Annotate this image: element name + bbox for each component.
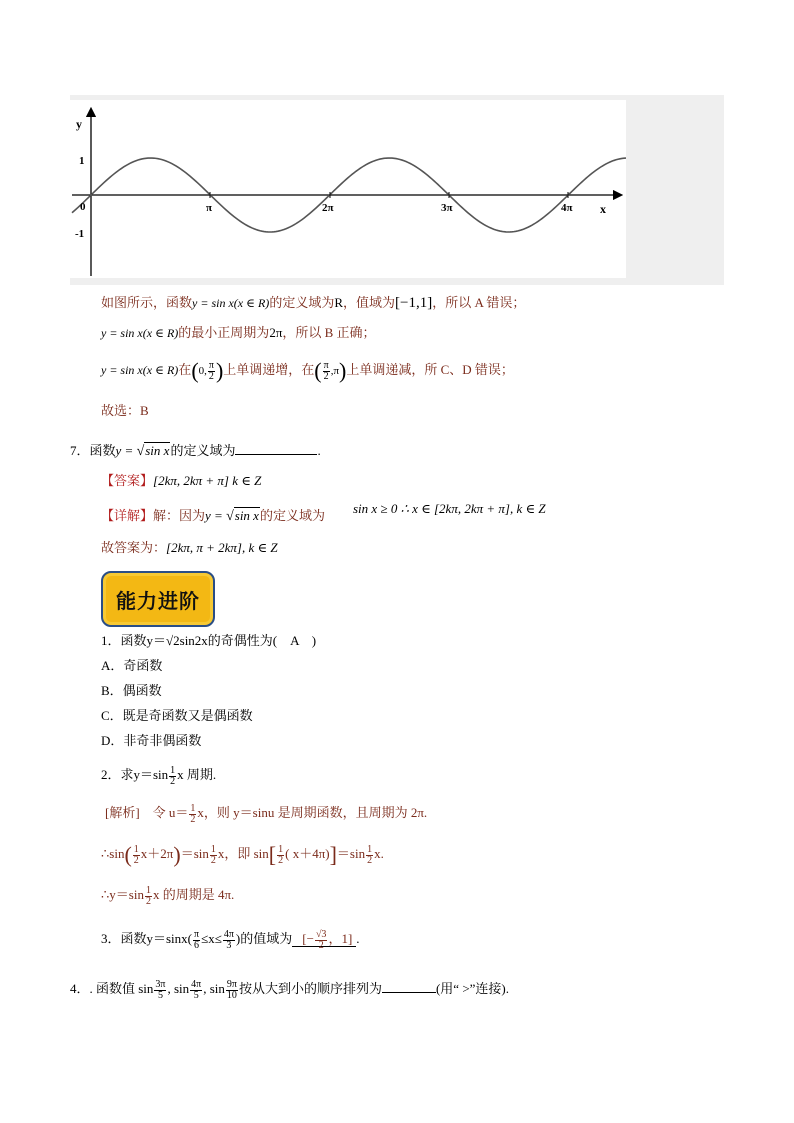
numerator: 1: [367, 843, 373, 855]
text: 的定义域为: [259, 508, 325, 523]
section-badge-label: 能力进阶: [116, 589, 200, 613]
text: ，所以 B 正确；: [282, 325, 376, 340]
formula: sin x: [234, 508, 259, 523]
formula: y =: [115, 443, 137, 458]
sine-graph: [70, 100, 626, 278]
denominator: 6: [194, 939, 200, 951]
text: 如图所示，函数: [101, 295, 193, 310]
text: x，即 sin: [217, 845, 269, 861]
formula: y = sin x(x ∈ R): [192, 296, 270, 310]
text: x 的周期是 4π.: [152, 887, 235, 902]
p1-option-b: B．偶函数: [101, 683, 162, 698]
formula: y = sin x(x ∈ R): [101, 362, 179, 377]
text: .: [317, 443, 321, 458]
formula: ,π: [330, 364, 339, 377]
p1-option-c: C．既是奇函数又是偶函数: [101, 708, 253, 723]
text: x，则 y＝sinu 是周期函数，且周期为 2π.: [197, 805, 428, 820]
q7-detail-cond: sin x ≥ 0 ∴ x ∈ [2kπ, 2kπ + π], k ∈ Z: [353, 501, 546, 516]
text: 的最小正周期为: [178, 325, 270, 340]
formula: R: [334, 295, 343, 310]
denominator: 2: [145, 895, 151, 907]
x-axis-label: x: [600, 202, 606, 216]
denominator: 2: [318, 939, 324, 951]
denominator: 2: [133, 854, 139, 866]
answer-tag: 【答案】: [101, 473, 154, 488]
denominator: 2: [210, 854, 216, 866]
text: 2．求y＝sin: [101, 767, 169, 782]
numerator: 4π: [223, 928, 234, 940]
numerator: 3π: [155, 978, 166, 990]
text: 故答案为：: [101, 540, 167, 555]
text: [解析] 令 u＝: [105, 805, 189, 820]
text: 按从大到小的顺序排列为: [238, 981, 382, 996]
text: 上单调递增，在: [223, 361, 315, 377]
p2-solution-3: [101, 884, 234, 907]
p3-question: [101, 928, 360, 951]
text: ＝sin: [180, 845, 209, 861]
text: 上单调递减，所 C、D 错误；: [346, 361, 514, 377]
p1-option-d: D．非奇非偶函数: [101, 733, 202, 748]
text: ＝sin: [336, 845, 366, 861]
denominator: 2: [367, 854, 373, 866]
numerator: π: [323, 359, 329, 371]
solution6-line2: [101, 322, 376, 341]
text: ∴sin: [101, 845, 125, 861]
text: 的定义域为: [269, 295, 335, 310]
denominator: 10: [226, 989, 237, 1001]
text: 4．. 函数值 sin: [70, 981, 154, 996]
numerator: π: [208, 359, 214, 371]
text: ，1]: [328, 931, 353, 946]
solution6-line4: 故选：B: [101, 403, 149, 418]
p2-solution-1: [105, 802, 427, 825]
x-tick-pi: π: [206, 202, 213, 214]
solution6-line1: [101, 292, 525, 312]
numerator: π: [194, 928, 200, 940]
text: .: [356, 931, 360, 946]
formula: sin x: [145, 443, 170, 458]
p2-question: [101, 764, 216, 787]
denominator: 2: [208, 370, 214, 382]
formula: 0,: [198, 364, 207, 377]
denominator: 3: [226, 939, 232, 951]
text: 解：因为: [153, 508, 206, 523]
formula: [2kπ, π + 2kπ], k ∈ Z: [166, 540, 278, 555]
text: ( x＋4π): [285, 845, 330, 861]
numerator: 1: [190, 802, 196, 814]
numerator: √3: [315, 928, 327, 940]
numerator: 1: [145, 884, 151, 896]
text: ，所以 A 错误；: [432, 295, 526, 310]
formula: [2kπ, 2kπ + π] k ∈ Z: [153, 473, 262, 488]
formula: [−1,1]: [395, 295, 433, 311]
x-tick-2pi: 2π: [322, 202, 334, 214]
formula: y =: [205, 508, 227, 523]
x-tick-3pi: 3π: [441, 202, 453, 214]
text: 在: [178, 361, 192, 377]
section-badge: [101, 571, 215, 627]
text: ∴y＝sin: [101, 887, 144, 902]
p1-option-a: A．奇函数: [101, 658, 163, 673]
text: 7．函数: [70, 443, 116, 458]
formula: 2π: [269, 325, 283, 340]
p2-solution-2: ∴sin( $\frac{1}{2}$ x＋2π)＝sin $\frac{1}{2}$ x，即 sin[ $\frac{1}{2}$ ( x＋4π)]＝sin $\frac{1}{2}$ x.: [101, 842, 384, 867]
denominator: 5: [193, 989, 199, 1001]
tick-label-1: 1: [79, 155, 85, 167]
denominator: 2: [323, 370, 329, 382]
numerator: 9π: [226, 978, 237, 990]
text: , sin: [167, 981, 190, 996]
denominator: 2: [170, 775, 176, 787]
y-axis-label: y: [76, 117, 82, 131]
numerator: 1: [278, 843, 284, 855]
p4-question: [70, 978, 509, 1001]
text: x＋2π: [140, 845, 174, 861]
answer-blank: [382, 980, 436, 993]
text: 的定义域为: [170, 443, 236, 458]
q7-detail: 【详解】解：因为y = √sin x的定义域为: [101, 508, 325, 524]
solution6-line3: y = sin x(x ∈ R)在(0, $\frac{\pi}{2}$ )上单调递增，在( $\frac{\pi}{2}$ ,π)上单调递减，所 C、D 错误；: [101, 358, 514, 383]
q7-final: [101, 537, 278, 556]
denominator: 2: [190, 813, 196, 825]
text: x.: [374, 845, 384, 861]
formula: y = sin x(x ∈ R): [101, 326, 179, 340]
q7-question: 7．函数y = √sin x的定义域为 .: [70, 443, 321, 459]
origin-label: 0: [80, 201, 86, 213]
tick-label-neg1: -1: [75, 228, 85, 240]
numerator: 1: [133, 843, 139, 855]
text: , sin: [203, 981, 225, 996]
text: (用“ >”连接).: [435, 981, 509, 996]
numerator: 4π: [191, 978, 202, 990]
p1-question: 1．函数y＝√2sin2x的奇偶性为( A ): [101, 633, 317, 648]
numerator: 1: [170, 764, 176, 776]
text: ，值域为: [343, 295, 396, 310]
detail-tag: 【详解】: [101, 508, 154, 523]
text: x 周期.: [177, 767, 217, 782]
text: 3．函数y＝sinx(: [101, 931, 193, 946]
denominator: 5: [157, 989, 163, 1001]
text: ≤x≤: [201, 931, 222, 946]
denominator: 2: [278, 854, 284, 866]
x-tick-4pi: 4π: [561, 202, 573, 214]
text: )的值域为: [235, 931, 293, 946]
numerator: 1: [210, 843, 216, 855]
answer-blank: [235, 442, 317, 455]
text: [−: [302, 931, 314, 946]
q7-answer: [101, 470, 261, 489]
